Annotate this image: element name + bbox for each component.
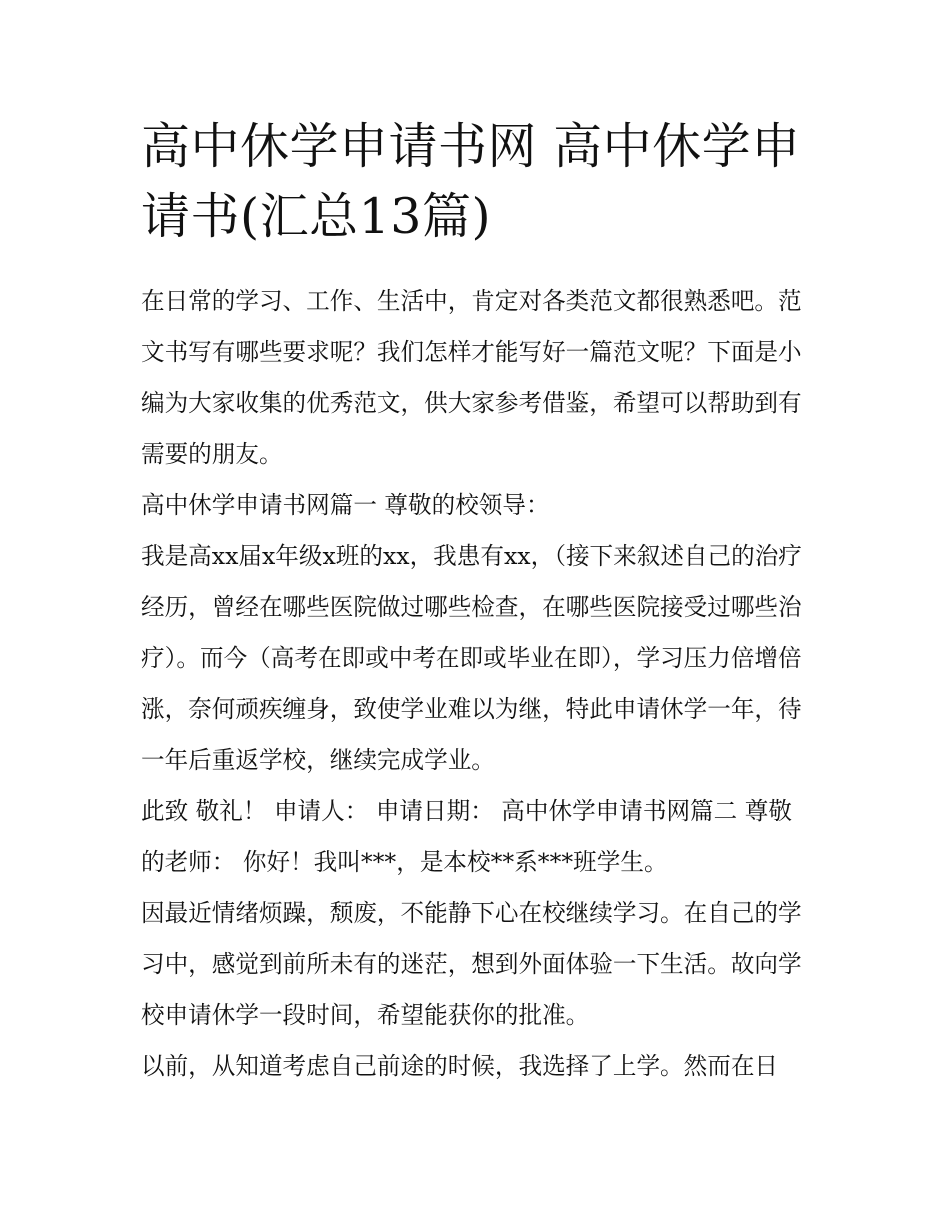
document-title: 高中休学申请书网 高中休学申请书(汇总13篇) xyxy=(141,118,801,245)
body-paragraph: 我是高xx届x年级x班的xx，我患有xx，（接下来叙述自己的治疗经历，曾经在哪些医院做过哪些检查，在哪些医院接受过哪些治疗）。而今（高考在即或中考在即或毕业在即），学习压力倍增倍涨，奈何顽疾缠身，致使学业难以为继，特此申请休学一年，待一年后重返学校，继续完成学业。 xyxy=(141,542,802,774)
body-paragraph: 以前，从知道考虑自己前途的时候，我选择了上学。然而在日 xyxy=(141,1052,779,1080)
document-body xyxy=(141,112,813,1092)
body-paragraph: 因最近情绪烦躁，颓废，不能静下心在校继续学习。在自己的学习中，感觉到前所未有的迷茫，想到外面体验一下生活。故向学校申请休学一段时间，希望能获你的批准。 xyxy=(141,899,802,1029)
closing-paragraph: 此致 敬礼！ 申请人： 申请日期： 高中休学申请书网篇二 尊敬的老师： 你好！我叫***，是本校**系***班学生。 xyxy=(141,797,792,876)
intro-paragraph: 在日常的学习、工作、生活中，肯定对各类范文都很熟悉吧。范文书写有哪些要求呢？我们怎样才能写好一篇范文呢？下面是小编为大家收集的优秀范文，供大家参考借鉴，希望可以帮助到有需要的朋友。 xyxy=(141,287,802,468)
section-one-heading: 高中休学申请书网篇一 尊敬的校领导： xyxy=(141,491,550,519)
